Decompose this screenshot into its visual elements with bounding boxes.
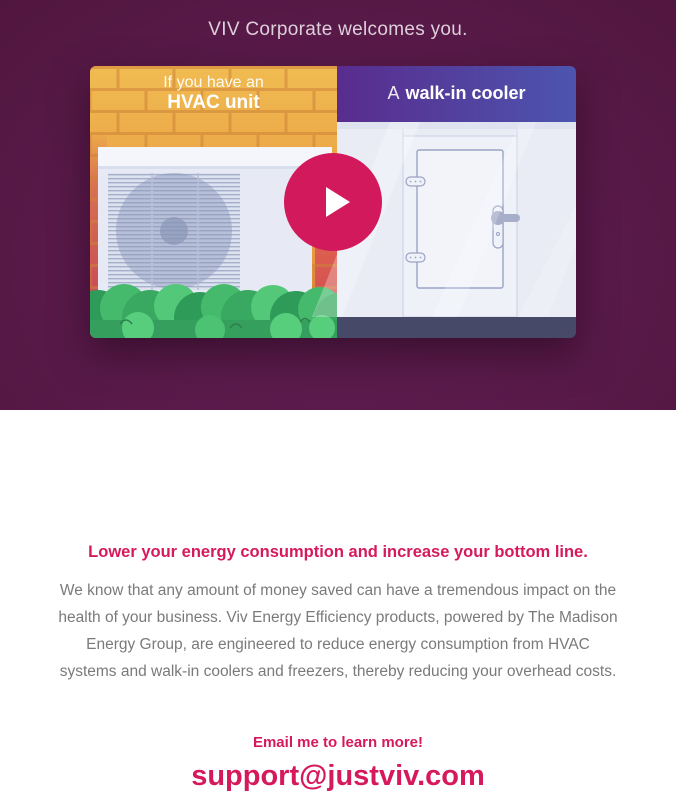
caption-left-line2: HVAC unit <box>167 92 260 114</box>
play-button[interactable] <box>284 153 382 251</box>
content-section <box>0 410 676 799</box>
caption-right-bold: walk-in cooler <box>405 83 526 103</box>
cta-label: Email me to learn more! <box>252 734 424 751</box>
play-icon <box>326 187 350 217</box>
email-link[interactable]: support@justviv.com <box>191 760 485 792</box>
content-body-text: We know that any amount of money saved can have a tremendous impact on the health of your business. Viv Energy Efficiency products, powered by The Madison Energy Group, are engineered to reduce energy consumption from HVAC systems and walk-in coolers and freezers, thereby reducing your overhead costs. <box>58 582 618 680</box>
caption-right-prefix: A <box>387 83 400 103</box>
page-title: VIV Corporate welcomes you. <box>208 19 468 40</box>
video-thumbnail[interactable] <box>90 66 576 338</box>
caption-left-line1: If you have an <box>163 74 264 91</box>
content-headline: Lower your energy consumption and increase your bottom line. <box>88 543 588 561</box>
